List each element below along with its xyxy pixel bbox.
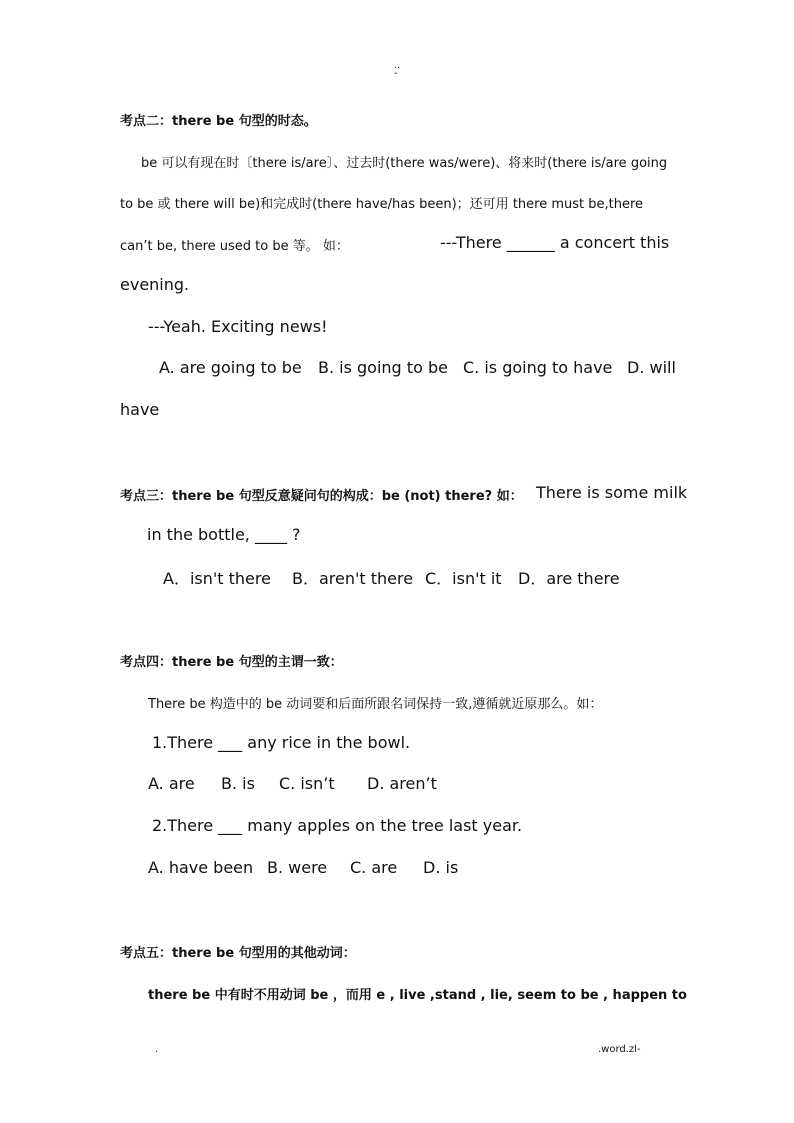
section3-option-b: B．aren't there: [292, 569, 414, 588]
section3-option-c: C．isn't it: [425, 569, 502, 588]
section2-option-wrap: have: [120, 400, 160, 419]
header-dots: ..: [394, 60, 401, 71]
section4-question2: 2.There ___ many apples on the tree last year.: [152, 816, 523, 835]
section4-heading: 考点四：there be 句型的主谓一致：: [120, 655, 343, 670]
section2-reply: ---Yeah. Exciting news!: [148, 317, 328, 336]
footer-left: .: [155, 1044, 159, 1055]
section3-heading-tail: There is some milk: [536, 483, 688, 502]
section2-para-line2: to be 或 there will be)和完成时(there have/has been)；还可用 there must be,there: [120, 197, 644, 212]
section4-q2-option-d: D. is: [423, 858, 459, 877]
section4-intro: There be 构造中的 be 动词要和后面所跟名词保持一致,遵循就近原那么。如：: [148, 697, 603, 712]
section4-q1-option-b: B. is: [221, 774, 255, 793]
section2-para-line4: evening.: [120, 275, 190, 294]
section4-q2-option-a: A. have been: [148, 858, 254, 877]
section4-q1-option-a: A. are: [148, 774, 195, 793]
section5-heading: 考点五：there be 句型用的其他动词：: [120, 946, 356, 961]
section3-question: in the bottle, ____ ?: [147, 525, 301, 544]
section2-para-line1: be 可以有现在时〔there is/are〕、过去时(there was/were)、将来时(there is/are going: [141, 156, 668, 171]
section2-option-b: B. is going to be: [318, 358, 448, 377]
section3-option-a: A．isn't there: [163, 569, 271, 588]
section5-line1: there be 中有时不用动词 be ，而用 e , live ,stand , lie, seem to be , happen to: [148, 988, 687, 1003]
section4-q2-option-b: B. were: [267, 858, 328, 877]
section4-question1: 1.There ___ any rice in the bowl.: [152, 733, 411, 752]
section2-option-a: A. are going to be: [159, 358, 302, 377]
section4-q1-option-c: C. isn’t: [279, 774, 335, 793]
section4-q1-option-d: D. aren’t: [367, 774, 437, 793]
header-mark: [394, 62, 400, 78]
section2-option-d: D. will: [627, 358, 676, 377]
footer-right: .word.zl-: [598, 1044, 641, 1055]
section2-para-line3a: can’t be, there used to be 等。 如：: [120, 239, 349, 254]
section3-option-d: D．are there: [518, 569, 620, 588]
header-dash: -: [394, 68, 398, 79]
section2-option-c: C. is going to have: [463, 358, 613, 377]
section4-q2-option-c: C. are: [350, 858, 398, 877]
section2-para-line3b: ---There ______ a concert this: [440, 233, 670, 252]
section3-heading: 考点三：there be 句型反意疑问句的构成：be (not) there? 如：: [120, 489, 523, 504]
section2-heading: 考点二：there be 句型的时态。: [120, 114, 317, 129]
